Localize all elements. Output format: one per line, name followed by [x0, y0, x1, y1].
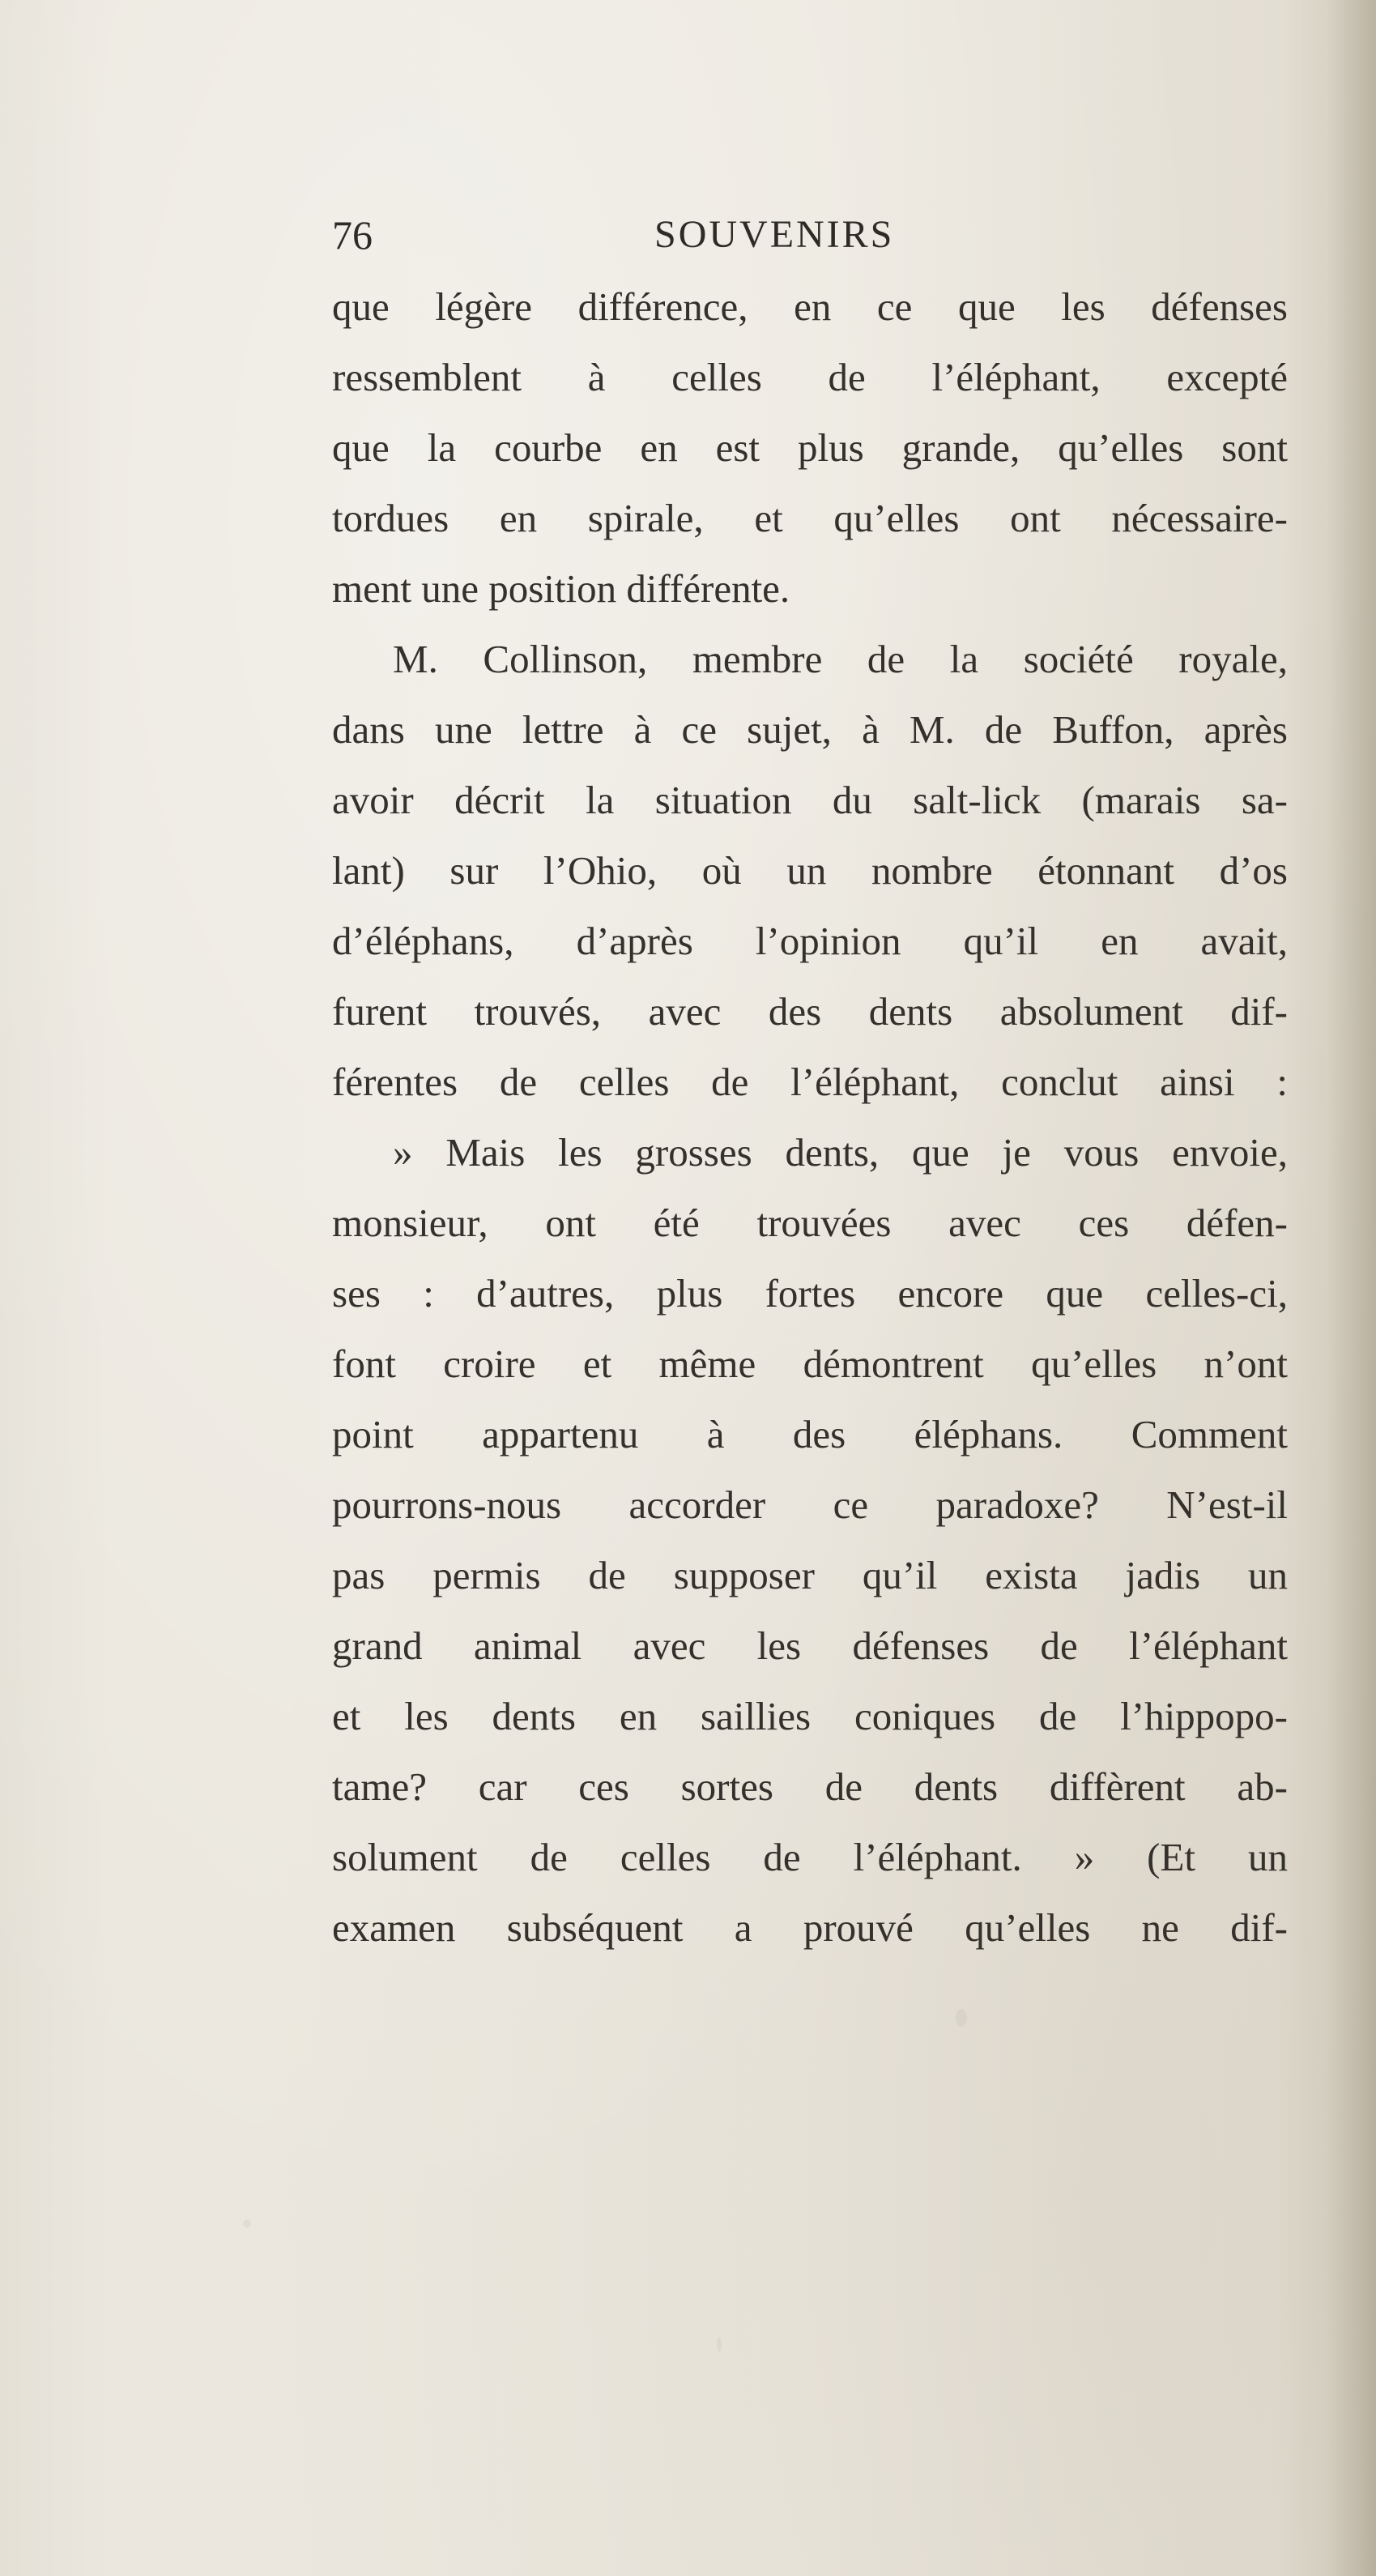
- paper-stain: [717, 2337, 722, 2352]
- body-text: [332, 271, 1288, 1963]
- text-line: point appartenu à des éléphans. Comment: [332, 1412, 1288, 1456]
- text-line: et les dents en saillies coniques de l’hippopo-: [332, 1694, 1288, 1738]
- text-line: pas permis de supposer qu’il exista jadis un: [332, 1553, 1288, 1597]
- text-line: ment une position différente.: [332, 566, 790, 611]
- text-line: pourrons-nous accorder ce paradoxe? N’est-il: [332, 1482, 1288, 1527]
- text-line: examen subséquent a prouvé qu’elles ne dif-: [332, 1905, 1288, 1950]
- paper-stain: [956, 2009, 967, 2027]
- text-line: ses : d’autres, plus fortes encore que celles-ci,: [332, 1271, 1288, 1316]
- text-line: monsieur, ont été trouvées avec ces défen-: [332, 1201, 1288, 1245]
- running-head: SOUVENIRS: [654, 213, 895, 256]
- text-line: que légère différence, en ce que les défenses: [332, 284, 1288, 329]
- page-edge-shadow: [1327, 0, 1376, 2576]
- text-line: avoir décrit la situation du salt-lick (marais sa-: [332, 778, 1288, 822]
- page-number: 76: [332, 212, 373, 258]
- text-line: que la courbe en est plus grande, qu’elles sont: [332, 425, 1288, 470]
- text-line: férentes de celles de l’éléphant, conclut ainsi :: [332, 1060, 1288, 1104]
- text-line: ressemblent à celles de l’éléphant, excepté: [332, 355, 1288, 399]
- text-line: M. Collinson, membre de la société royale,: [393, 637, 1288, 681]
- paper-stain: [243, 2220, 251, 2228]
- page-header: [332, 203, 1288, 267]
- text-line: lant) sur l’Ohio, où un nombre étonnant d’os: [332, 848, 1288, 893]
- text-line: d’éléphans, d’après l’opinion qu’il en avait,: [332, 919, 1288, 963]
- text-line: dans une lettre à ce sujet, à M. de Buffon, après: [332, 707, 1288, 752]
- text-line: furent trouvés, avec des dents absolument dif-: [332, 989, 1288, 1034]
- text-line: solument de celles de l’éléphant. » (Et un: [332, 1835, 1288, 1879]
- text-line: tordues en spirale, et qu’elles ont nécessaire-: [332, 496, 1288, 540]
- text-line: font croire et même démontrent qu’elles n’ont: [332, 1341, 1288, 1386]
- text-line: tame? car ces sortes de dents diffèrent ab-: [332, 1764, 1288, 1809]
- text-line: grand animal avec les défenses de l’éléphant: [332, 1623, 1288, 1668]
- text-line: » Mais les grosses dents, que je vous envoie,: [393, 1130, 1288, 1175]
